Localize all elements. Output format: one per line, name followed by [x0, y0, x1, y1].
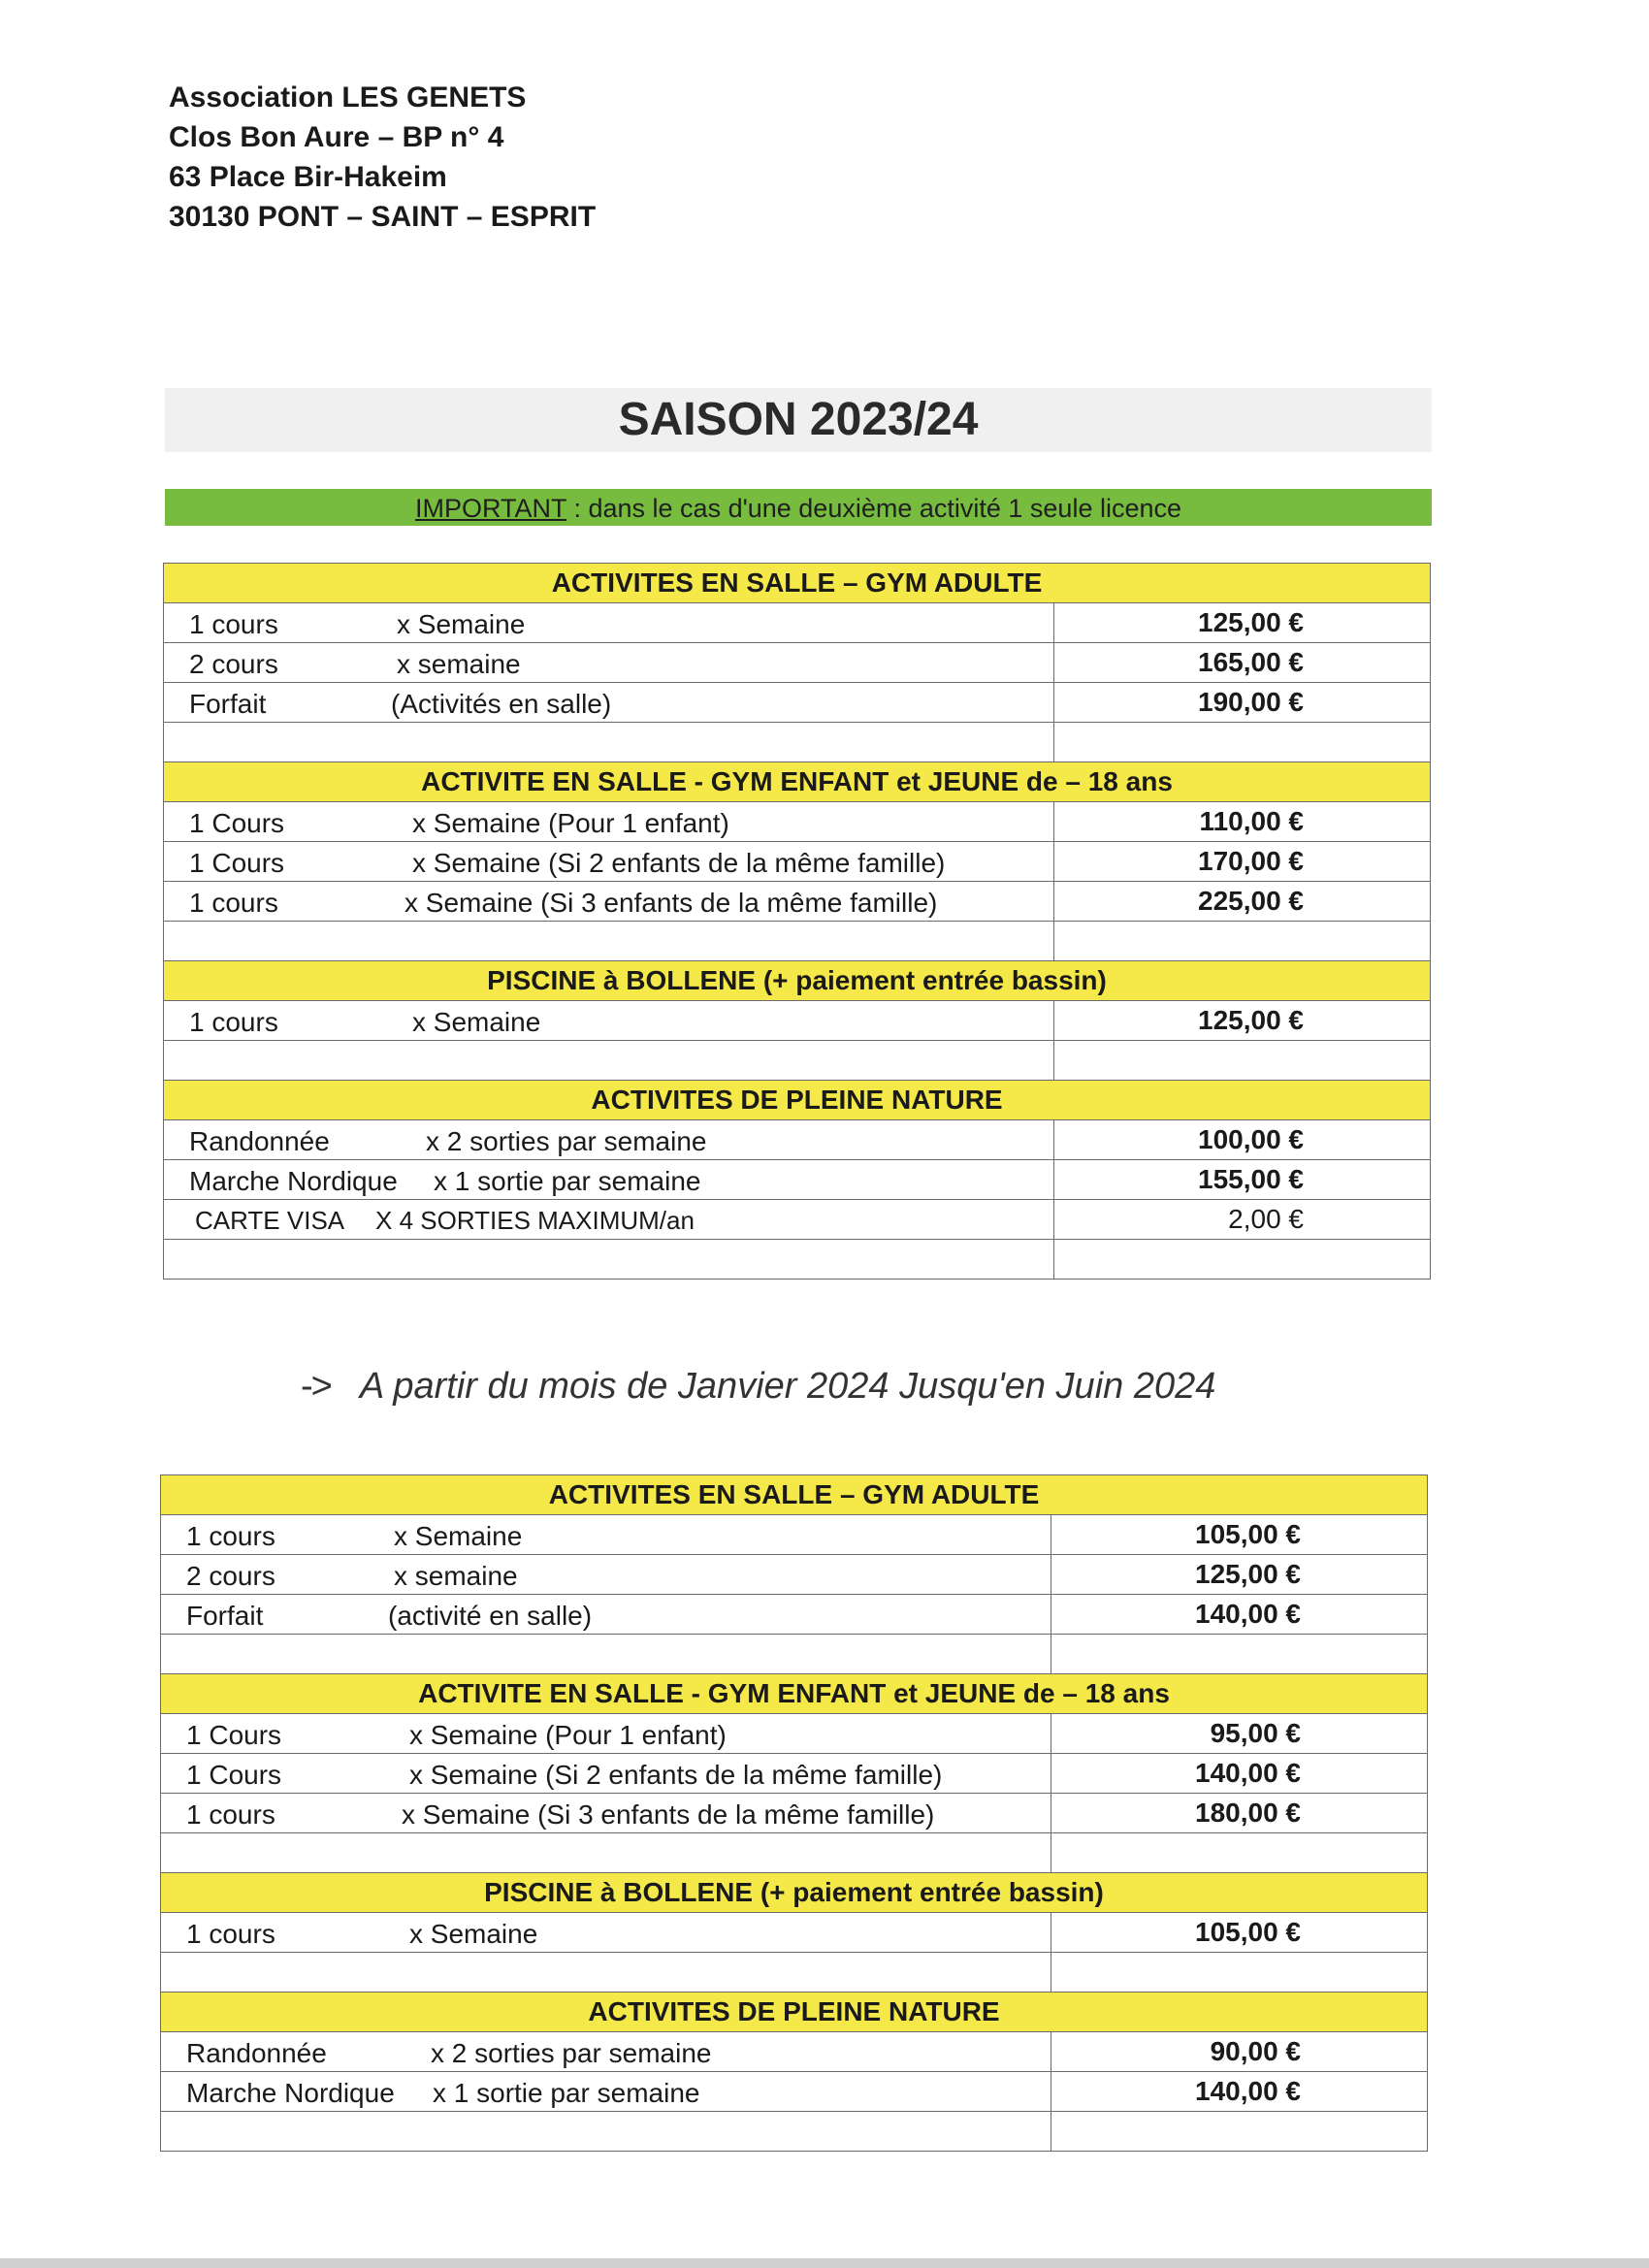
row-price: 110,00 €	[1054, 802, 1431, 842]
row-detail: X 4 SORTIES MAXIMUM/an	[375, 1206, 695, 1235]
table-row-empty	[161, 1833, 1428, 1873]
period-note	[301, 1366, 1215, 1408]
row-detail: x Semaine	[397, 609, 526, 639]
row-price: 105,00 €	[1051, 1515, 1428, 1555]
row-label: Forfait	[189, 689, 267, 719]
table-row	[164, 1200, 1431, 1240]
row-price: 125,00 €	[1054, 603, 1431, 643]
address-line-street: Clos Bon Aure – BP n° 4	[169, 121, 504, 153]
table-row	[161, 1714, 1428, 1754]
row-detail: x 1 sortie par semaine	[434, 1166, 701, 1196]
row-price: 165,00 €	[1054, 643, 1431, 683]
arrow-icon: ->	[301, 1366, 331, 1407]
table-row-empty	[161, 1953, 1428, 1993]
table-row	[164, 882, 1431, 922]
row-price: 180,00 €	[1051, 1794, 1428, 1833]
table-row	[164, 683, 1431, 723]
address-line-city: 30130 PONT – SAINT – ESPRIT	[169, 201, 597, 233]
important-banner	[165, 489, 1432, 526]
season-title: SAISON 2023/24	[165, 388, 1432, 452]
section-header-gym-adulte: ACTIVITES EN SALLE – GYM ADULTE	[164, 564, 1431, 603]
section-header-piscine: PISCINE à BOLLENE (+ paiement entrée bassin)	[161, 1873, 1428, 1913]
table-row-empty	[161, 1635, 1428, 1674]
row-detail: x Semaine (Pour 1 enfant)	[412, 808, 729, 838]
row-label: Marche Nordique	[186, 2078, 395, 2108]
row-price: 140,00 €	[1051, 1754, 1428, 1794]
association-address	[169, 78, 596, 237]
row-price: 2,00 €	[1054, 1200, 1431, 1240]
row-detail: x Semaine (Si 2 enfants de la même famille)	[412, 848, 946, 878]
table-row	[161, 1515, 1428, 1555]
row-label: Randonnée	[189, 1126, 330, 1156]
row-detail: x Semaine (Si 2 enfants de la même famille)	[409, 1760, 943, 1790]
table-row	[164, 842, 1431, 882]
table-row	[161, 1794, 1428, 1833]
row-detail: x Semaine	[412, 1007, 541, 1037]
row-detail: x Semaine	[409, 1919, 538, 1949]
row-price: 90,00 €	[1051, 2032, 1428, 2072]
address-line-name: Association LES GENETS	[169, 81, 527, 113]
row-detail: x Semaine	[394, 1521, 523, 1551]
row-price: 100,00 €	[1054, 1120, 1431, 1160]
row-price: 225,00 €	[1054, 882, 1431, 922]
row-label: 1 cours	[186, 1919, 275, 1949]
row-detail: x Semaine (Pour 1 enfant)	[409, 1720, 727, 1750]
table-row	[164, 1120, 1431, 1160]
table-row-empty	[164, 1041, 1431, 1081]
section-header-gym-adulte: ACTIVITES EN SALLE – GYM ADULTE	[161, 1475, 1428, 1515]
section-header-pleine-nature: ACTIVITES DE PLEINE NATURE	[164, 1081, 1431, 1120]
row-label: 1 cours	[189, 1007, 278, 1037]
row-price: 140,00 €	[1051, 2072, 1428, 2112]
row-price: 105,00 €	[1051, 1913, 1428, 1953]
table-row-empty	[164, 922, 1431, 961]
row-detail: x Semaine (Si 3 enfants de la même famille)	[404, 888, 938, 918]
row-label: 1 Cours	[186, 1720, 282, 1750]
table-row-empty	[161, 2112, 1428, 2152]
row-label: 1 Cours	[189, 848, 285, 878]
section-header-piscine: PISCINE à BOLLENE (+ paiement entrée bassin)	[164, 961, 1431, 1001]
row-detail: (Activités en salle)	[391, 689, 612, 719]
row-label: 1 cours	[189, 609, 278, 639]
section-header-gym-enfant: ACTIVITE EN SALLE - GYM ENFANT et JEUNE de – 18 ans	[161, 1674, 1428, 1714]
row-price: 190,00 €	[1054, 683, 1431, 723]
price-table-season	[163, 563, 1431, 1280]
row-detail: x 2 sorties par semaine	[426, 1126, 707, 1156]
row-detail: x Semaine (Si 3 enfants de la même famille)	[402, 1799, 935, 1830]
table-row-empty	[164, 723, 1431, 762]
row-label: 1 cours	[186, 1799, 275, 1830]
row-price: 125,00 €	[1051, 1555, 1428, 1595]
table-row	[161, 1913, 1428, 1953]
row-label: Randonnée	[186, 2038, 327, 2068]
section-header-pleine-nature: ACTIVITES DE PLEINE NATURE	[161, 1993, 1428, 2032]
price-table-january	[160, 1474, 1428, 2152]
row-detail: x semaine	[394, 1561, 518, 1591]
row-price: 155,00 €	[1054, 1160, 1431, 1200]
row-label: 2 cours	[186, 1561, 275, 1591]
table-row	[164, 603, 1431, 643]
row-label: 1 Cours	[189, 808, 285, 838]
address-line-place: 63 Place Bir-Hakeim	[169, 161, 447, 193]
row-price: 125,00 €	[1054, 1001, 1431, 1041]
section-header-gym-enfant: ACTIVITE EN SALLE - GYM ENFANT et JEUNE de – 18 ans	[164, 762, 1431, 802]
row-price: 95,00 €	[1051, 1714, 1428, 1754]
row-price: 140,00 €	[1051, 1595, 1428, 1635]
row-label: Forfait	[186, 1601, 264, 1631]
table-row	[161, 2032, 1428, 2072]
important-keyword: IMPORTANT	[414, 494, 566, 523]
table-row	[161, 1555, 1428, 1595]
row-label: 1 cours	[189, 888, 278, 918]
row-detail: x semaine	[397, 649, 521, 679]
table-row	[161, 1595, 1428, 1635]
row-detail: (activité en salle)	[388, 1601, 593, 1631]
row-label: CARTE VISA	[195, 1206, 345, 1235]
row-label: 2 cours	[189, 649, 278, 679]
row-label: 1 cours	[186, 1521, 275, 1551]
table-row	[164, 1160, 1431, 1200]
scan-edge	[0, 2258, 1649, 2268]
important-text: : dans le cas d'une deuxième activité 1 seule licence	[566, 494, 1182, 523]
row-label: Marche Nordique	[189, 1166, 398, 1196]
table-row	[161, 1754, 1428, 1794]
table-row-empty	[164, 1240, 1431, 1280]
table-row	[161, 2072, 1428, 2112]
table-row	[164, 802, 1431, 842]
table-row	[164, 1001, 1431, 1041]
period-note-text: A partir du mois de Janvier 2024 Jusqu'en Juin 2024	[359, 1366, 1216, 1407]
row-label: 1 Cours	[186, 1760, 282, 1790]
row-detail: x 1 sortie par semaine	[433, 2078, 700, 2108]
row-detail: x 2 sorties par semaine	[431, 2038, 712, 2068]
table-row	[164, 643, 1431, 683]
row-price: 170,00 €	[1054, 842, 1431, 882]
